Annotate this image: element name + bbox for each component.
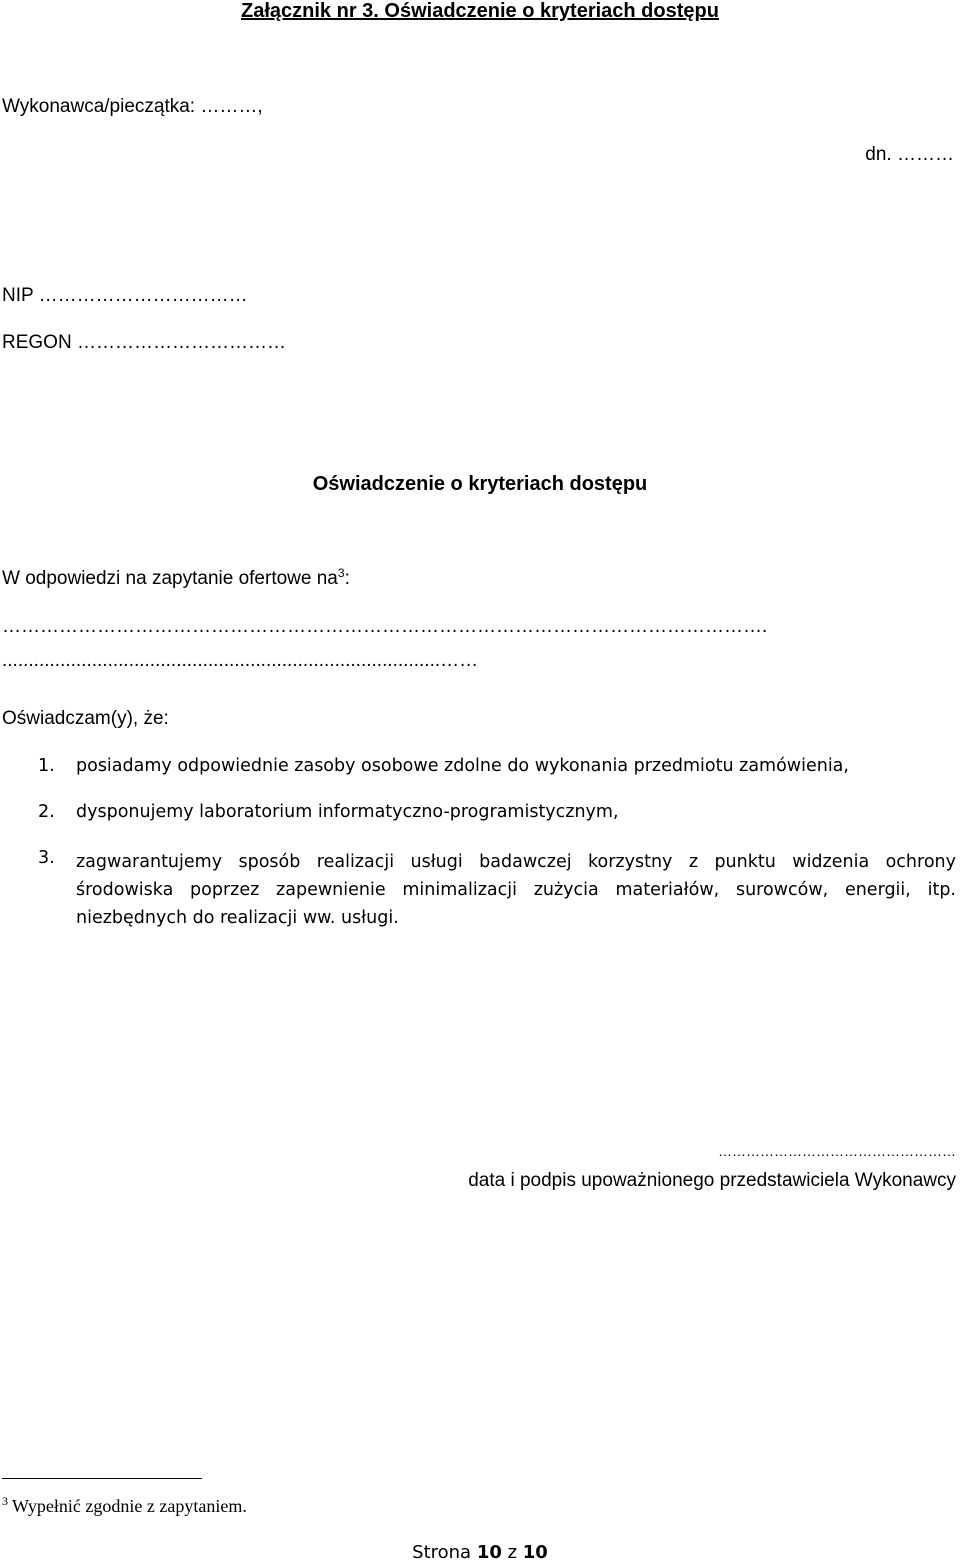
nip-field: [2, 285, 248, 307]
item-text: zagwarantujemy sposób realizacji usługi badawczej korzystny z punktu widzenia ochrony środowiska poprzez zapewnienie minimalizacji zużycia materiałów, surowców, energii, itp. niezbędnych do realizacji ww. usługi.: [76, 852, 956, 928]
contractor-dots: ………,: [200, 96, 263, 117]
annex-title: Załącznik nr 3. Oświadczenie o kryteriach dostępu: [241, 0, 719, 22]
regon-label: REGON: [2, 332, 77, 353]
item-number: 3.: [38, 848, 55, 868]
signature-line: ……………………………………………: [718, 1143, 956, 1159]
declaration-heading: Oświadczam(y), że:: [2, 708, 169, 729]
item-text: posiadamy odpowiednie zasoby osobowe zdolne do wykonania przedmiotu zamówienia,: [76, 756, 849, 776]
footnote-text: Wypełnić zgodnie z zapytaniem.: [12, 1496, 247, 1516]
date-label: dn.: [865, 144, 897, 165]
page-total: 10: [522, 1542, 548, 1563]
footnote-marker: 3: [2, 1494, 8, 1508]
nip-label: NIP: [2, 285, 39, 306]
contractor-stamp-field: [2, 96, 263, 118]
intro-suffix: :: [344, 568, 350, 589]
footnote-divider: [2, 1478, 202, 1479]
date-dots: ………: [897, 144, 954, 165]
page-separator: z: [501, 1542, 523, 1563]
blank-line-1: ………………………………………………………………………………………………………….: [2, 616, 768, 637]
page-current: 10: [476, 1542, 502, 1563]
nip-dots: ……………………………: [38, 285, 248, 306]
page-number: [0, 1542, 960, 1563]
signature-caption: data i podpis upoważnionego przedstawiciela Wykonawcy: [468, 1170, 956, 1191]
item-number: 2.: [38, 802, 55, 822]
footnote: [2, 1496, 247, 1517]
intro-text: W odpowiedzi na zapytanie ofertowe na: [2, 568, 338, 589]
regon-field: [2, 332, 286, 354]
date-field: [865, 144, 954, 166]
footnote-reference: 3: [337, 566, 345, 580]
contractor-label: Wykonawca/pieczątka:: [2, 96, 201, 117]
section-title: Oświadczenie o kryteriach dostępu: [312, 473, 648, 495]
page-prefix: Strona: [412, 1542, 477, 1563]
intro-line: [2, 568, 350, 590]
regon-dots: ……………………………: [76, 332, 286, 353]
blank-line-2: ...................................................................................……: [2, 650, 479, 671]
item-text: dysponujemy laboratorium informatyczno-programistycznym,: [76, 802, 619, 822]
item-number: 1.: [38, 756, 55, 776]
